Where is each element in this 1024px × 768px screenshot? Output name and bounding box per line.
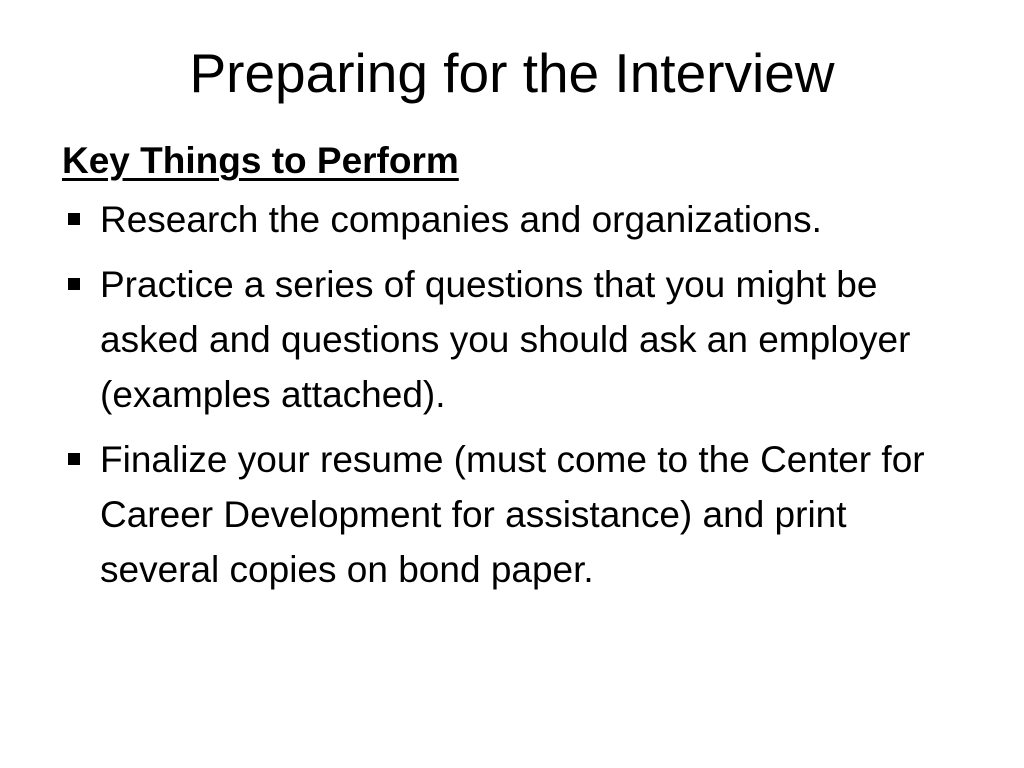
bullet-text: Finalize your resume (must come to the Center for Career Development for assistance) and print several copies on bond paper. — [100, 439, 925, 590]
bullet-text: Research the companies and organizations. — [100, 199, 822, 240]
bullet-item-research — [62, 192, 962, 247]
bullet-item-practice — [62, 257, 962, 422]
square-bullet-icon — [68, 278, 80, 290]
bullet-item-resume — [62, 432, 962, 597]
bullet-text: Practice a series of questions that you might be asked and questions you should ask an employer (examples attached). — [100, 264, 911, 415]
slide-body — [62, 136, 962, 607]
slide-title: Preparing for the Interview — [189, 42, 835, 104]
section-heading: Key Things to Perform — [62, 140, 459, 181]
bullet-list — [62, 192, 962, 597]
square-bullet-icon — [68, 213, 80, 225]
square-bullet-icon — [68, 453, 80, 465]
